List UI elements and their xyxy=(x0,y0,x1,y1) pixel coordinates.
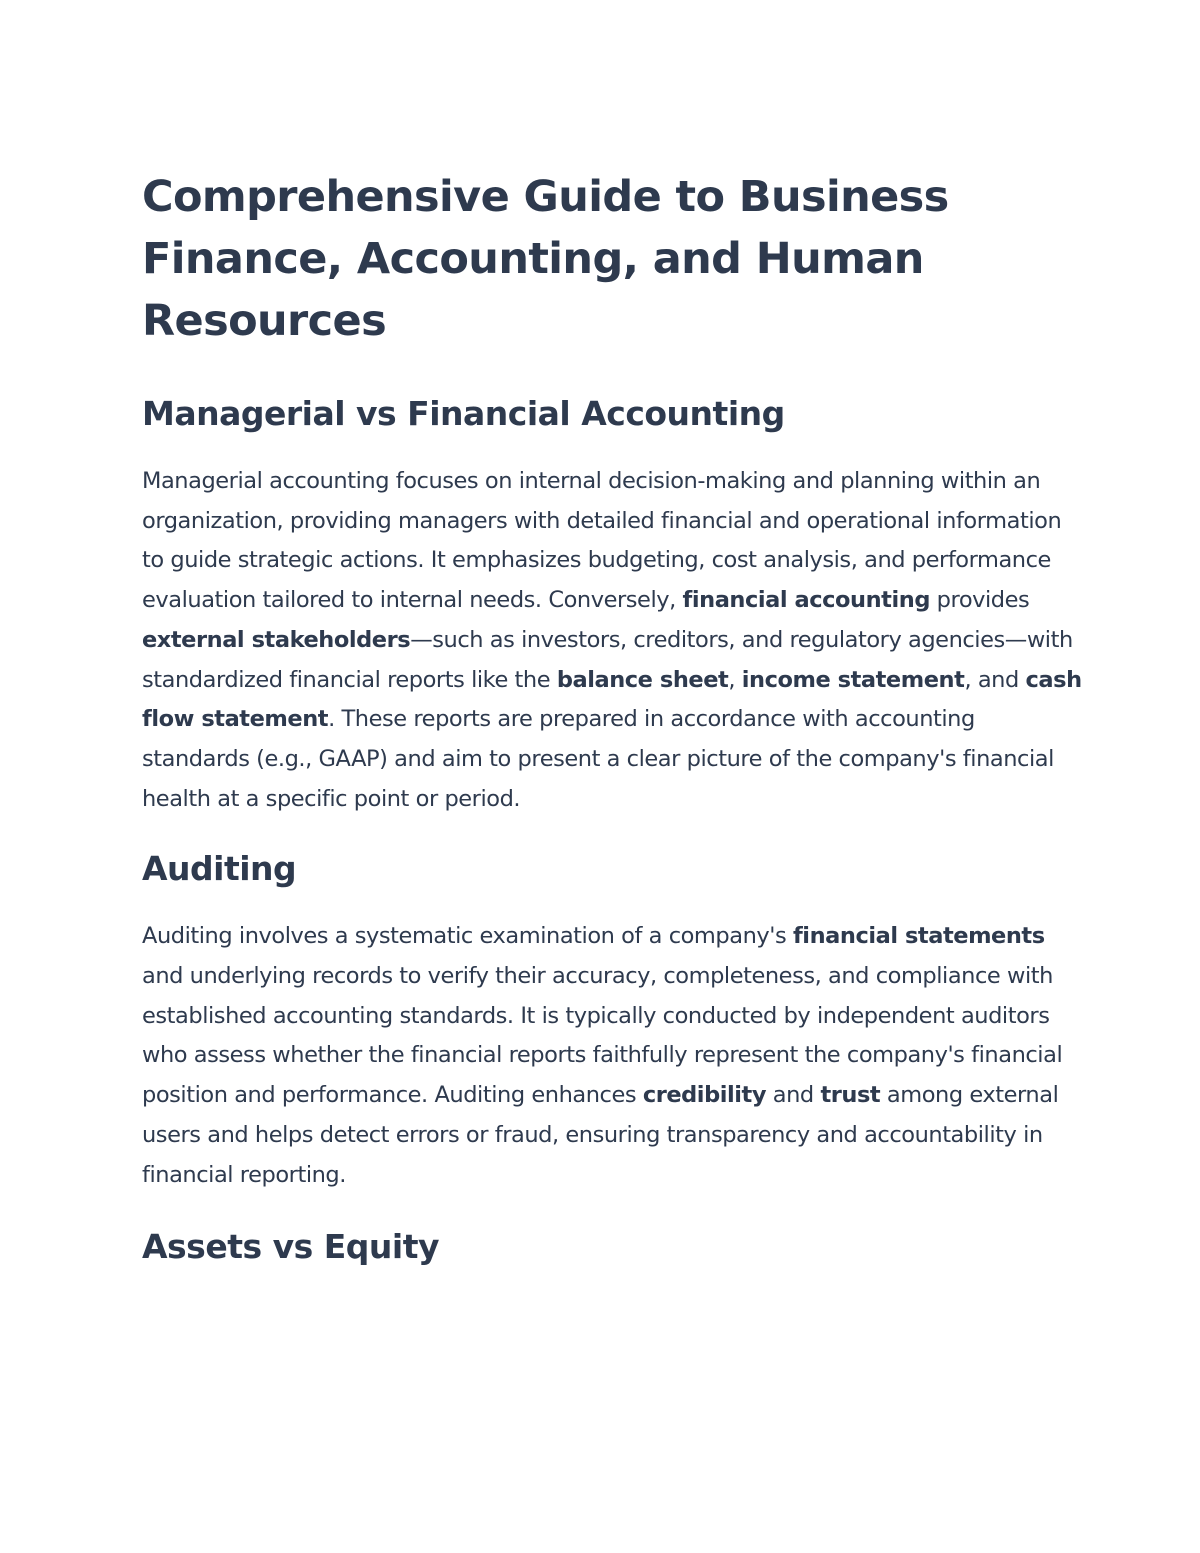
section-heading-assets-vs-equity: Assets vs Equity xyxy=(142,1227,440,1267)
paragraph-run: and xyxy=(766,1082,821,1109)
paragraph-run: provides xyxy=(929,587,1030,614)
bold-term: income statement xyxy=(741,666,965,693)
bold-term: balance sheet xyxy=(556,666,729,693)
bold-term: external stakeholders xyxy=(142,626,411,653)
bold-term: financial accounting xyxy=(682,587,930,614)
paragraph-run: , xyxy=(728,666,742,693)
paragraph-run: . These reports are prepared in accordance with accounting standards (e.g., GAAP) and aim to present a clear picture of the company's financial health at a specific point or period. xyxy=(142,706,1054,812)
bold-term: trust xyxy=(820,1082,881,1109)
bold-term: financial statements xyxy=(792,923,1045,950)
paragraph-run: , and xyxy=(964,666,1026,693)
paragraph-run: among external users and helps detect errors or fraud, ensuring transparency and accountability in financial reporting. xyxy=(142,1082,1059,1188)
paragraph-run: and underlying records to verify their accuracy, completeness, and compliance with established accounting standards. It is typically conducted by independent auditors who assess whether the financial reports faithfully represent the company's financial position and performance. Auditing enhances xyxy=(142,963,1063,1109)
paragraph-run: Auditing involves a systematic examination of a company's xyxy=(142,923,793,950)
document-title: Comprehensive Guide to Business Finance, Accounting, and Human Resources xyxy=(142,172,949,346)
section-heading-auditing: Auditing xyxy=(142,849,297,889)
bold-term: cash flow statement xyxy=(142,666,1082,733)
paragraph-run: —such as investors, creditors, and regulatory agencies—with standardized financial reports like the xyxy=(142,626,1073,693)
bold-term: credibility xyxy=(642,1082,767,1109)
section-paragraph-auditing xyxy=(142,917,1082,1195)
section-heading-managerial-vs-financial: Managerial vs Financial Accounting xyxy=(142,394,785,433)
paragraph-run: Managerial accounting focuses on internal decision-making and planning within an organization, providing managers with detailed financial and operational information to guide strategic actions. It emphasizes budgeting, cost analysis, and performance evaluation tailored to internal needs. Conversely, xyxy=(142,468,1062,614)
section-paragraph-managerial-vs-financial xyxy=(142,462,1082,819)
document-page xyxy=(142,166,1082,1269)
